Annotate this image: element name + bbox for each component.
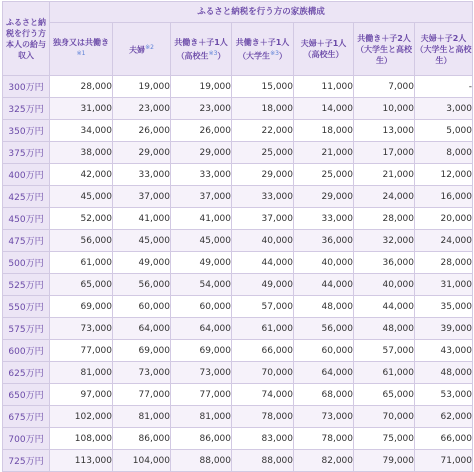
income-cell: 675万円 [3, 406, 50, 428]
limit-value-cell: 73,000 [113, 362, 171, 384]
limit-value-cell: 23,000 [113, 98, 171, 120]
limit-value-cell: 74,000 [232, 384, 294, 406]
income-cell: 425万円 [3, 186, 50, 208]
limit-value-cell: 65,000 [354, 384, 415, 406]
limit-value-cell: 31,000 [50, 98, 113, 120]
table-row [3, 76, 473, 98]
income-cell: 475万円 [3, 230, 50, 252]
limit-value-cell: 33,000 [232, 186, 294, 208]
limit-value-cell: 8,000 [415, 142, 473, 164]
limit-value-cell: 61,000 [354, 362, 415, 384]
limit-value-cell: 81,000 [171, 406, 232, 428]
limit-value-cell: 60,000 [171, 296, 232, 318]
column-header-3 [171, 23, 232, 76]
column-header-label: 共働き＋子2人（大学生と高校生） [356, 33, 412, 65]
limit-value-cell: 82,000 [294, 450, 354, 472]
limit-value-cell: 68,000 [294, 384, 354, 406]
limit-value-cell: 23,000 [171, 98, 232, 120]
limit-value-cell: 44,000 [294, 274, 354, 296]
income-cell: 550万円 [3, 296, 50, 318]
limit-value-cell: 19,000 [113, 76, 171, 98]
limit-value-cell: 40,000 [294, 252, 354, 274]
limit-value-cell: 71,000 [415, 450, 473, 472]
column-header-4 [232, 23, 294, 76]
income-cell: 700万円 [3, 428, 50, 450]
limit-value-cell: 62,000 [415, 406, 473, 428]
limit-value-cell: 60,000 [113, 296, 171, 318]
limit-value-cell: 34,000 [50, 120, 113, 142]
limit-value-cell: 38,000 [50, 142, 113, 164]
limit-value-cell: 65,000 [50, 274, 113, 296]
limit-value-cell: 31,000 [415, 274, 473, 296]
table-row [3, 340, 473, 362]
limit-value-cell: 14,000 [294, 98, 354, 120]
limit-value-cell: 12,000 [415, 164, 473, 186]
table-row [3, 186, 473, 208]
limit-value-cell: 69,000 [171, 340, 232, 362]
income-cell: 325万円 [3, 98, 50, 120]
limit-value-cell: 78,000 [232, 406, 294, 428]
limit-value-cell: 70,000 [232, 362, 294, 384]
table-row [3, 252, 473, 274]
limit-value-cell: 69,000 [50, 296, 113, 318]
limit-value-cell: 86,000 [171, 428, 232, 450]
limit-value-cell: 60,000 [294, 340, 354, 362]
limit-value-cell: 78,000 [294, 428, 354, 450]
column-header-label: 共働き＋子1人（高校生 [174, 37, 228, 61]
income-cell: 300万円 [3, 76, 50, 98]
limit-value-cell: 113,000 [50, 450, 113, 472]
limit-value-cell: 52,000 [50, 208, 113, 230]
table-row [3, 450, 473, 472]
footnote-link[interactable]: ※2 [145, 44, 154, 52]
limit-value-cell: 66,000 [415, 428, 473, 450]
limit-value-cell: 57,000 [354, 340, 415, 362]
limit-value-cell: 18,000 [294, 120, 354, 142]
column-header-label: 夫婦＋子1人（高校生） [300, 39, 347, 59]
income-cell: 650万円 [3, 384, 50, 406]
limit-value-cell: 28,000 [415, 252, 473, 274]
limit-value-cell: 10,000 [354, 98, 415, 120]
table-row [3, 362, 473, 384]
table-row [3, 164, 473, 186]
limit-value-cell: 53,000 [415, 384, 473, 406]
limit-value-cell: 32,000 [354, 230, 415, 252]
limit-value-cell: 41,000 [171, 208, 232, 230]
limit-value-cell: 29,000 [232, 164, 294, 186]
limit-value-cell: 86,000 [113, 428, 171, 450]
limit-value-cell: 73,000 [294, 406, 354, 428]
table-row [3, 428, 473, 450]
limit-value-cell: 20,000 [415, 208, 473, 230]
limit-value-cell: 37,000 [171, 186, 232, 208]
limit-value-cell: 54,000 [171, 274, 232, 296]
column-header-suffix: ） [217, 51, 226, 61]
limit-value-cell: 44,000 [232, 252, 294, 274]
table-row [3, 274, 473, 296]
limit-value-cell: 28,000 [50, 76, 113, 98]
limit-value-cell: 36,000 [294, 230, 354, 252]
limit-value-cell: 102,000 [50, 406, 113, 428]
table-row [3, 98, 473, 120]
limit-value-cell: 56,000 [50, 230, 113, 252]
income-cell: 725万円 [3, 450, 50, 472]
limit-value-cell: 16,000 [415, 186, 473, 208]
limit-value-cell: 17,000 [354, 142, 415, 164]
limit-value-cell: 49,000 [232, 274, 294, 296]
table-row [3, 230, 473, 252]
limit-value-cell: 29,000 [171, 142, 232, 164]
footnote-link[interactable]: ※3 [270, 49, 279, 57]
limit-value-cell: 18,000 [232, 98, 294, 120]
income-cell: 600万円 [3, 340, 50, 362]
column-header-label: 共働き＋子1人（大学生 [235, 37, 290, 61]
limit-value-cell: 45,000 [50, 186, 113, 208]
limit-value-cell: 37,000 [232, 208, 294, 230]
family-structure-header: ふるさと納税を行う方の家族構成 [50, 2, 473, 23]
limit-value-cell: 48,000 [354, 318, 415, 340]
limit-value-cell: 13,000 [354, 120, 415, 142]
limit-value-cell: 83,000 [232, 428, 294, 450]
limit-value-cell: 25,000 [294, 164, 354, 186]
limit-value-cell: 88,000 [171, 450, 232, 472]
table-row [3, 142, 473, 164]
limit-value-cell: 33,000 [294, 208, 354, 230]
limit-value-cell: 77,000 [113, 384, 171, 406]
column-header-5 [294, 23, 354, 76]
footnote-link[interactable]: ※1 [76, 49, 86, 57]
limit-value-cell: 19,000 [171, 76, 232, 98]
limit-value-cell: 29,000 [113, 142, 171, 164]
limit-value-cell: 66,000 [232, 340, 294, 362]
income-cell: 375万円 [3, 142, 50, 164]
limit-value-cell: 75,000 [354, 428, 415, 450]
limit-value-cell: 61,000 [50, 252, 113, 274]
limit-value-cell: 49,000 [113, 252, 171, 274]
limit-value-cell: 25,000 [232, 142, 294, 164]
limit-value-cell: 77,000 [50, 340, 113, 362]
limit-value-cell: 28,000 [354, 208, 415, 230]
limit-value-cell: 37,000 [113, 186, 171, 208]
limit-value-cell: 11,000 [294, 76, 354, 98]
limit-value-cell: 108,000 [50, 428, 113, 450]
limit-value-cell: 40,000 [354, 274, 415, 296]
limit-value-cell: 5,000 [415, 120, 473, 142]
table-row [3, 318, 473, 340]
limit-value-cell: 26,000 [113, 120, 171, 142]
table-row [3, 296, 473, 318]
table-row [3, 120, 473, 142]
limit-value-cell: 81,000 [50, 362, 113, 384]
table-row [3, 406, 473, 428]
limit-value-cell: 45,000 [113, 230, 171, 252]
limit-value-cell: 88,000 [232, 450, 294, 472]
income-cell: 525万円 [3, 274, 50, 296]
limit-value-cell: 42,000 [50, 164, 113, 186]
limit-value-cell: 43,000 [415, 340, 473, 362]
limit-value-cell: 24,000 [415, 230, 473, 252]
income-cell: 400万円 [3, 164, 50, 186]
limit-value-cell: 40,000 [232, 230, 294, 252]
furusato-limit-table [2, 1, 473, 472]
income-cell: 625万円 [3, 362, 50, 384]
limit-value-cell: 81,000 [113, 406, 171, 428]
column-header-6 [354, 23, 415, 76]
limit-value-cell: 64,000 [113, 318, 171, 340]
column-header-row [3, 23, 473, 76]
limit-value-cell: 64,000 [294, 362, 354, 384]
limit-value-cell: 61,000 [232, 318, 294, 340]
limit-value-cell: 49,000 [171, 252, 232, 274]
limit-value-cell: 48,000 [415, 362, 473, 384]
limit-value-cell: 7,000 [354, 76, 415, 98]
limit-value-cell: 36,000 [354, 252, 415, 274]
limit-value-cell: 3,000 [415, 98, 473, 120]
column-header-label: 夫婦 [129, 45, 146, 55]
income-cell: 350万円 [3, 120, 50, 142]
limit-value-cell: 97,000 [50, 384, 113, 406]
column-header-label: 夫婦＋子2人（大学生と高校生） [415, 33, 472, 65]
income-cell: 450万円 [3, 208, 50, 230]
income-cell: 500万円 [3, 252, 50, 274]
column-header-suffix: ） [278, 51, 287, 61]
limit-value-cell: 44,000 [354, 296, 415, 318]
limit-value-cell: 41,000 [113, 208, 171, 230]
limit-value-cell: 15,000 [232, 76, 294, 98]
limit-value-cell: 21,000 [294, 142, 354, 164]
limit-value-cell: 33,000 [171, 164, 232, 186]
table-row [3, 208, 473, 230]
limit-value-cell: 33,000 [113, 164, 171, 186]
column-header-7 [415, 23, 473, 76]
limit-value-cell: 57,000 [232, 296, 294, 318]
limit-value-cell: 29,000 [294, 186, 354, 208]
column-header-label: 独身又は共働き [53, 37, 109, 47]
limit-value-cell: 24,000 [354, 186, 415, 208]
column-header-2 [113, 23, 171, 76]
limit-value-cell: 39,000 [415, 318, 473, 340]
income-cell: 575万円 [3, 318, 50, 340]
limit-value-cell: 69,000 [113, 340, 171, 362]
limit-value-cell: 56,000 [294, 318, 354, 340]
limit-value-cell: 79,000 [354, 450, 415, 472]
limit-value-cell: 73,000 [171, 362, 232, 384]
limit-value-cell: 77,000 [171, 384, 232, 406]
limit-value-cell: 22,000 [232, 120, 294, 142]
limit-value-cell: - [415, 76, 473, 98]
table-row [3, 384, 473, 406]
column-header-1 [50, 23, 113, 76]
limit-value-cell: 70,000 [354, 406, 415, 428]
limit-value-cell: 64,000 [171, 318, 232, 340]
limit-value-cell: 48,000 [294, 296, 354, 318]
income-column-header: ふるさと納税を行う方本人の給与収入 [3, 2, 50, 76]
limit-value-cell: 56,000 [113, 274, 171, 296]
limit-value-cell: 45,000 [171, 230, 232, 252]
limit-value-cell: 26,000 [171, 120, 232, 142]
limit-value-cell: 73,000 [50, 318, 113, 340]
table-body [3, 76, 473, 472]
limit-value-cell: 104,000 [113, 450, 171, 472]
limit-value-cell: 21,000 [354, 164, 415, 186]
footnote-link[interactable]: ※3 [208, 49, 218, 57]
limit-value-cell: 35,000 [415, 296, 473, 318]
